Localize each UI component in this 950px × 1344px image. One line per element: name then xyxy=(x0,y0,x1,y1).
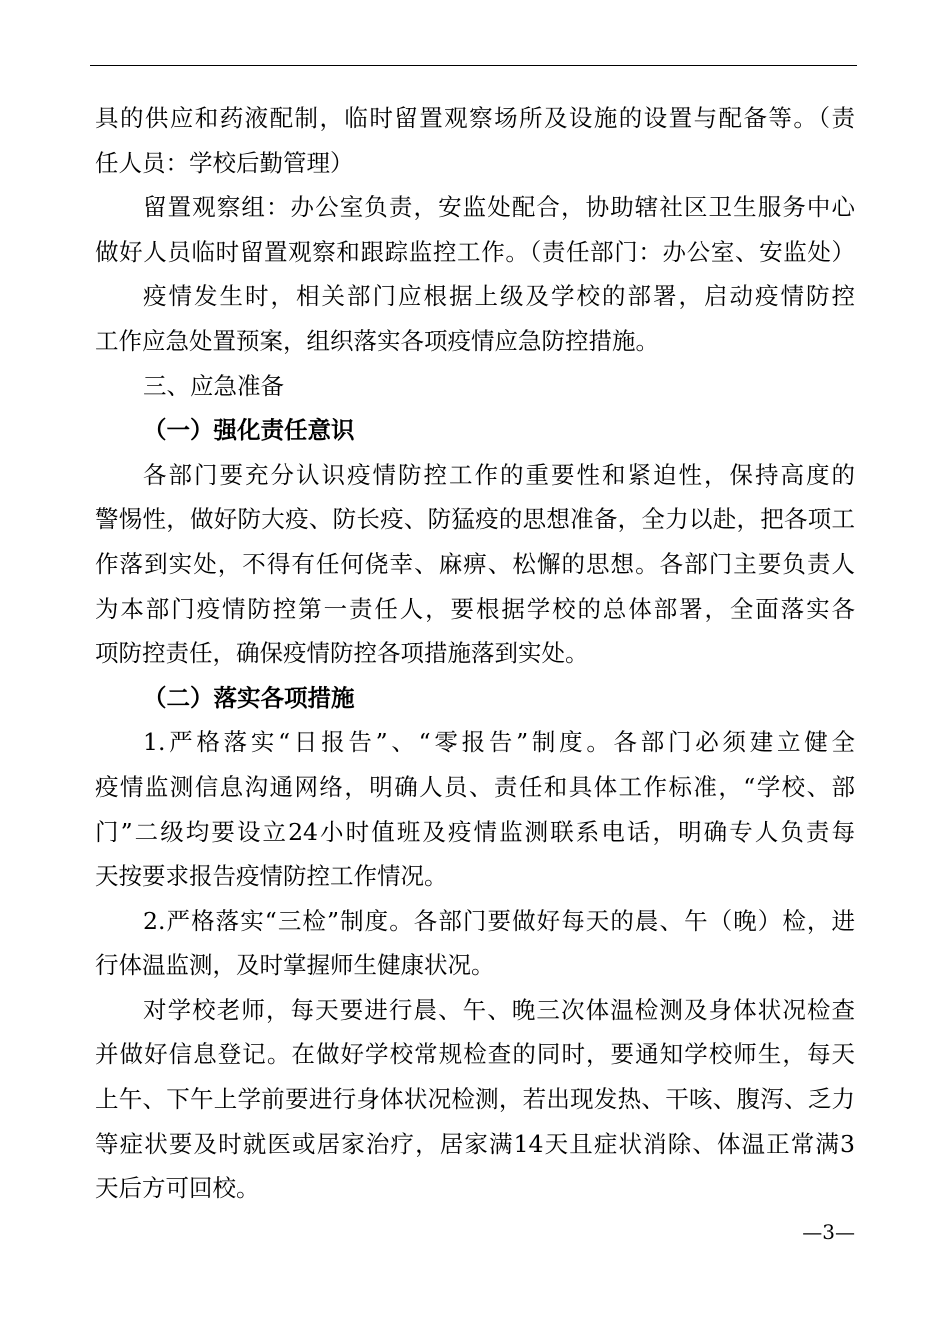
text-line: 项防控责任，确保疫情防控各项措施落到实处。 xyxy=(95,639,589,668)
section-heading: （二）落实各项措施 xyxy=(143,683,355,712)
text-line: 天按要求报告疫情防控工作情况。 xyxy=(95,862,448,891)
text-line: 疫情监测信息沟通网络，明确人员、责任和具体工作标准，“学校、部 xyxy=(95,772,855,801)
document-body xyxy=(95,96,855,1211)
text-line: 具的供应和药液配制，临时留置观察场所及设施的设置与配备等。（责 xyxy=(95,104,855,132)
text-line: 门”二级均要设立24小时值班及疫情监测联系电话，明确专人负责每 xyxy=(95,817,855,846)
text-line: 作落到实处，不得有任何侥幸、麻痹、松懈的思想。各部门主要负责人 xyxy=(95,549,855,578)
text-line: 1.严格落实“日报告”、“零报告”制度。各部门必须建立健全 xyxy=(143,728,855,757)
text-line: 各部门要充分认识疫情防控工作的重要性和紧迫性，保持高度的 xyxy=(143,460,855,489)
text-line: 工作应急处置预案，组织落实各项疫情应急防控措施。 xyxy=(95,326,659,355)
text-line: 2.严格落实“三检”制度。各部门要做好每天的晨、午（晚）检，进 xyxy=(143,906,855,935)
header-rule xyxy=(90,65,857,66)
section-heading: （一）强化责任意识 xyxy=(143,416,355,445)
text-line: 疫情发生时，相关部门应根据上级及学校的部署，启动疫情防控 xyxy=(143,282,855,311)
text-line: 做好人员临时留置观察和跟踪监控工作。（责任部门：办公室、安监处） xyxy=(95,237,855,266)
text-line: 为本部门疫情防控第一责任人，要根据学校的总体部署，全面落实各 xyxy=(95,594,855,623)
text-line: 任人员：学校后勤管理） xyxy=(95,148,354,177)
text-line: 对学校老师，每天要进行晨、午、晚三次体温检测及身体状况检查 xyxy=(143,995,855,1024)
text-line: 天后方可回校。 xyxy=(95,1174,260,1203)
text-line: 并做好信息登记。在做好学校常规检查的同时，要通知学校师生，每天 xyxy=(95,1040,855,1069)
text-line: 行体温监测，及时掌握师生健康状况。 xyxy=(95,951,495,980)
text-line: 等症状要及时就医或居家治疗，居家满14天且症状消除、体温正常满3 xyxy=(95,1129,855,1158)
text-line: 留置观察组：办公室负责，安监处配合，协助辖社区卫生服务中心 xyxy=(143,193,855,222)
text-line: 上午、下午上学前要进行身体状况检测，若出现发热、干咳、腹泻、乏力 xyxy=(95,1085,855,1114)
page-number: —3— xyxy=(802,1220,855,1244)
text-line: 警惕性，做好防大疫、防长疫、防猛疫的思想准备，全力以赴，把各项工 xyxy=(95,505,855,534)
text-line: 三、应急准备 xyxy=(143,371,284,400)
